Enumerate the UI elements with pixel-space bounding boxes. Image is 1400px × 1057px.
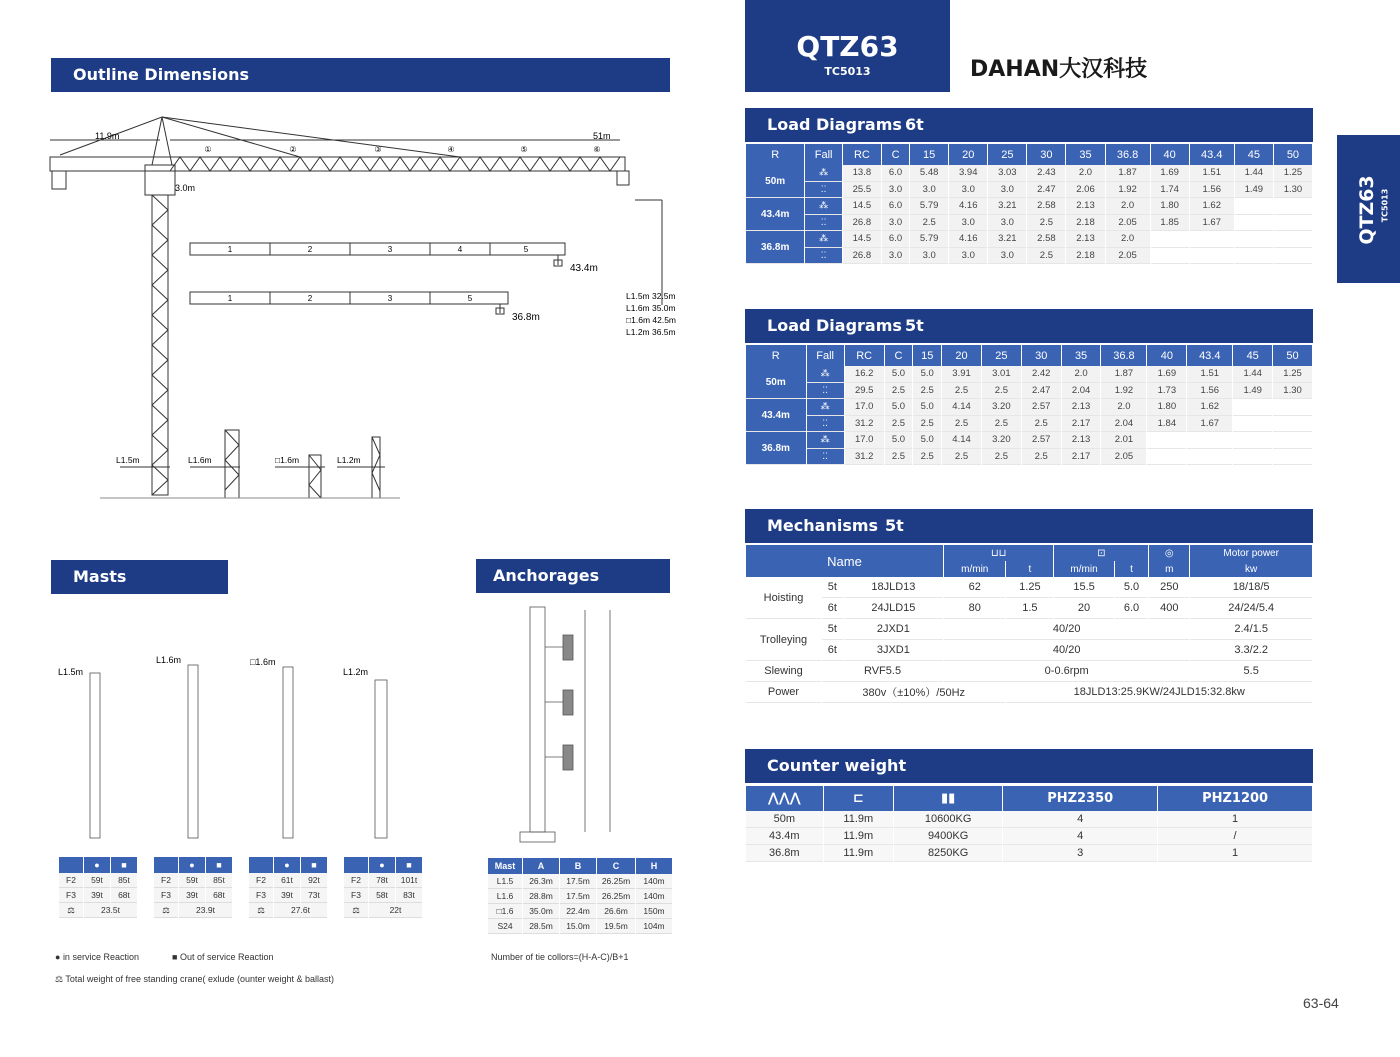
load-cell — [1147, 432, 1186, 449]
load-header: Fall — [805, 144, 842, 165]
jib-length-cell: 36.8m — [746, 432, 806, 465]
anchorage-table: Mast A B C H L1.5 26.3m 17.5m 26.25m 140m L1.6 28.8m 17.5m 26.25m 140m □1.6 35.0m 22.4m 26.6m 150m S24 28.5m 15.0m 19.5m 104m — [487, 858, 673, 934]
load-header: 30 — [1022, 345, 1061, 366]
load-cell: 2.01 — [1101, 432, 1146, 449]
load-header: 45 — [1233, 345, 1272, 366]
load-cell: 5.0 — [913, 432, 941, 449]
trolley-icon: ⊡ — [1054, 545, 1148, 561]
load-header: R — [746, 345, 806, 366]
load-cell: 1.25 — [1273, 366, 1312, 383]
circle-1: ① — [204, 145, 212, 154]
load-cell: 1.67 — [1190, 215, 1234, 232]
load-cell: 1.80 — [1147, 399, 1186, 416]
load-header: Fall — [807, 345, 844, 366]
load-cell: 2.5 — [913, 416, 941, 433]
load-cell: 2.5 — [885, 416, 913, 433]
load-cell: 2.57 — [1022, 432, 1061, 449]
load-cell: 1.62 — [1190, 198, 1234, 215]
jib-length-cell: 36.8m — [746, 231, 804, 264]
mech-table: Name ⊔⊔ ⊡ ◎ Motor power m/min t m/min t m kw Hoisting 5t 18JLD13 62 1.25 15.5 5.0 250 18/18/5 6t 24JLD15 80 1.5 20 6.0 400 24/24/5.4 Trolleying 5t 2JXD1 40/20 2.4/1.5 6t 3JXD1 40/20 3.3/2.2 Slewing RVF5.5 0-0.6rpm 5.5 Power 380v（±10%）/50Hz 18JLD13:25.9KW/24JLD15:32.8kw — [745, 545, 1313, 703]
load-cell: 29.5 — [845, 383, 884, 400]
load-cell: 2.5 — [910, 215, 948, 232]
height-note-4: L1.2m 36.5m — [626, 327, 676, 337]
mast-table-1: ● ■ F2 59t 85t F3 39t 68t ⚖ 23.5t — [58, 857, 138, 918]
load-cell: 2.0 — [1106, 231, 1150, 248]
load-cell: 1.69 — [1151, 165, 1189, 182]
jib2-seg-4: 5 — [467, 294, 473, 303]
load-header: 36.8 — [1106, 144, 1150, 165]
circle-3: ③ — [374, 145, 382, 154]
load-cell: 3.21 — [988, 231, 1026, 248]
load-cell — [1233, 449, 1272, 466]
load-cell: 3.0 — [882, 248, 909, 265]
load-cell — [1274, 231, 1312, 248]
load-cell: 2.5 — [885, 383, 913, 400]
load-cell — [1235, 248, 1273, 265]
load-cell: 3.0 — [988, 248, 1026, 265]
load-cell: 2.18 — [1066, 248, 1104, 265]
load-header: RC — [845, 345, 884, 366]
load-cell — [1273, 432, 1312, 449]
jib-length-cell: 50m — [746, 165, 804, 198]
load-cell: 17.0 — [845, 432, 884, 449]
load-header: R — [746, 144, 804, 165]
load-cell — [1235, 215, 1273, 232]
weight-icon: ⚖ — [154, 903, 178, 918]
legend-total-weight: ⚖ Total weight of free standing crane( exlude (ounter weight & ballast) — [55, 974, 335, 984]
load-cell: 1.30 — [1274, 182, 1312, 199]
load-cell — [1274, 215, 1312, 232]
circle-2: ② — [289, 145, 297, 154]
load-cell: 2.5 — [885, 449, 913, 466]
legend-out-service: ■ Out of service Reaction — [172, 952, 274, 962]
circle-4: ④ — [447, 145, 455, 154]
fall-icon: ⁚⁚ — [807, 449, 844, 466]
load-cell: 2.57 — [1022, 399, 1061, 416]
side-tab-title: QTZ63 — [1356, 175, 1378, 245]
load-cell — [1273, 416, 1312, 433]
masts-drawing — [55, 655, 435, 850]
load-cell: 2.13 — [1062, 399, 1101, 416]
load-cell: 5.79 — [910, 198, 948, 215]
load-cell: 5.0 — [913, 399, 941, 416]
load-cell: 2.58 — [1027, 198, 1065, 215]
load-header: 35 — [1062, 345, 1101, 366]
load-cell — [1233, 432, 1272, 449]
load-cell — [1190, 248, 1234, 265]
jib-length-cell: 43.4m — [746, 399, 806, 432]
load-cell: 5.0 — [885, 366, 913, 383]
load-cell: 1.92 — [1101, 383, 1146, 400]
load-cell: 1.87 — [1101, 366, 1146, 383]
mast-top-label-1: L1.5m — [58, 667, 84, 677]
load-cell: 2.47 — [1027, 182, 1065, 199]
load-cell: 3.0 — [949, 182, 987, 199]
load-cell: 1.73 — [1147, 383, 1186, 400]
fall-icon: ⁚⁚ — [805, 182, 842, 199]
load-cell: 2.5 — [942, 383, 981, 400]
load-cell: 1.92 — [1106, 182, 1150, 199]
load-cell: 2.18 — [1066, 215, 1104, 232]
load-cell — [1147, 449, 1186, 466]
load-cell: 1.49 — [1235, 182, 1273, 199]
circle-5: ⑤ — [520, 145, 528, 154]
load-header: 20 — [949, 144, 987, 165]
load-cell: 6.0 — [882, 165, 909, 182]
fall-icon: ⁚⁚ — [805, 248, 842, 265]
weight-icon: ⚖ — [249, 903, 273, 918]
load-cell — [1233, 399, 1272, 416]
load-cell — [1235, 231, 1273, 248]
load-header: 50 — [1273, 345, 1312, 366]
load-header: 36.8 — [1101, 345, 1146, 366]
outline-title: Outline Dimensions — [73, 65, 250, 84]
load-header: 40 — [1151, 144, 1189, 165]
load-cell: 1.87 — [1106, 165, 1150, 182]
load-cell: 3.03 — [988, 165, 1026, 182]
load-cell: 2.43 — [1027, 165, 1065, 182]
load-cell: 2.58 — [1027, 231, 1065, 248]
load-cell: 1.62 — [1187, 399, 1232, 416]
load-header: 35 — [1066, 144, 1104, 165]
load-header: 25 — [982, 345, 1021, 366]
load-cell: 2.0 — [1101, 399, 1146, 416]
load-cell: 25.5 — [843, 182, 881, 199]
load-cell: 2.5 — [1027, 215, 1065, 232]
load-cell: 2.5 — [942, 449, 981, 466]
load-cell: 1.56 — [1190, 182, 1234, 199]
load-cell: 2.5 — [982, 416, 1021, 433]
mech-header: Mechanisms 5t — [745, 509, 1313, 543]
load-cell: 1.74 — [1151, 182, 1189, 199]
load-cell: 1.67 — [1187, 416, 1232, 433]
load-cell: 3.0 — [949, 248, 987, 265]
mast-table-2: ● ■ F2 59t 85t F3 39t 68t ⚖ 23.9t — [153, 857, 233, 918]
load-cell: 17.0 — [845, 399, 884, 416]
outline-header — [51, 58, 670, 92]
cw-table: ⋀⋀⋀ ⊏ ▮▮ PHZ2350 PHZ1200 50m 11.9m 10600KG 4 1 43.4m 11.9m 9400KG 4 / 36.8m 11.9m 8250KG 3 1 — [745, 786, 1313, 862]
jib-length-cell: 43.4m — [746, 198, 804, 231]
mast-label-2: L1.6m — [188, 455, 212, 465]
load-header: 50 — [1274, 144, 1312, 165]
anchorage-drawing — [515, 605, 625, 847]
load-cell: 2.05 — [1101, 449, 1146, 466]
load-cell: 1.44 — [1233, 366, 1272, 383]
load-cell: 6.0 — [882, 231, 909, 248]
load6-table — [745, 144, 1313, 264]
load-cell — [1151, 231, 1189, 248]
load-cell: 1.51 — [1187, 366, 1232, 383]
load-cell: 14.5 — [843, 198, 881, 215]
mast-label-1: L1.5m — [116, 455, 140, 465]
load-cell: 3.0 — [882, 182, 909, 199]
fall-icon: ⁚⁚ — [807, 416, 844, 433]
mast-top-label-2: L1.6m — [156, 655, 182, 665]
load-cell: 13.8 — [843, 165, 881, 182]
hoist-icon: ⊔⊔ — [944, 545, 1053, 561]
model-badge — [745, 0, 950, 92]
height-note-1: L1.5m 32.5m — [626, 291, 676, 301]
drum-icon: ◎ — [1149, 545, 1189, 561]
load-cell: 3.20 — [982, 432, 1021, 449]
load-cell: 3.01 — [982, 366, 1021, 383]
load-cell: 3.0 — [988, 215, 1026, 232]
masts-title: Masts — [73, 567, 127, 586]
jib1-seg-5: 5 — [523, 245, 529, 254]
load-cell: 2.17 — [1062, 416, 1101, 433]
weight-icon: ⚖ — [344, 903, 368, 918]
load-header: 45 — [1235, 144, 1273, 165]
load-cell: 1.49 — [1233, 383, 1272, 400]
weight-block-icon: ▮▮ — [894, 786, 1002, 811]
load-cell — [1151, 248, 1189, 265]
fall-icon: ⁂ — [807, 432, 844, 449]
load-cell: 2.04 — [1062, 383, 1101, 400]
jib2-seg-1: 1 — [227, 294, 233, 303]
load-cell: 3.0 — [910, 182, 948, 199]
fall-icon: ⁂ — [805, 165, 842, 182]
load-cell: 14.5 — [843, 231, 881, 248]
load-header: RC — [843, 144, 881, 165]
fall-icon: ⁂ — [805, 198, 842, 215]
load-cell: 26.8 — [843, 248, 881, 265]
tip-height-label: 3.0m — [175, 183, 196, 193]
load-cell: 4.16 — [949, 231, 987, 248]
load-cell: 5.48 — [910, 165, 948, 182]
load-cell — [1190, 231, 1234, 248]
fall-icon: ⁚⁚ — [805, 215, 842, 232]
load-cell — [1274, 248, 1312, 265]
load-cell: 2.5 — [942, 416, 981, 433]
jib-length-43: 43.4m — [570, 263, 598, 274]
load-cell: 1.51 — [1190, 165, 1234, 182]
load-cell: 2.13 — [1066, 231, 1104, 248]
load-cell — [1187, 432, 1232, 449]
mast-table-3: ● ■ F2 61t 92t F3 39t 73t ⚖ 27.6t — [248, 857, 328, 918]
load-header: 40 — [1147, 345, 1186, 366]
fall-icon: ⁂ — [805, 231, 842, 248]
load-cell: 1.84 — [1147, 416, 1186, 433]
jib-left-label: 11.9m — [95, 131, 120, 141]
jib1-seg-2: 2 — [307, 245, 313, 254]
load-cell: 31.2 — [845, 449, 884, 466]
mast-label-3: □1.6m — [275, 455, 300, 465]
jib-length-36: 36.8m — [512, 312, 540, 323]
load-cell: 2.0 — [1066, 165, 1104, 182]
load-cell: 2.5 — [913, 449, 941, 466]
load-cell: 4.16 — [949, 198, 987, 215]
load-cell: 2.05 — [1106, 248, 1150, 265]
load-cell: 5.0 — [885, 399, 913, 416]
legend-in-service: ● in service Reaction — [55, 952, 139, 962]
height-note-3: □1.6m 42.5m — [626, 315, 677, 325]
model-title: QTZ63 — [796, 30, 899, 63]
load-header: C — [885, 345, 913, 366]
load-cell: 1.56 — [1187, 383, 1232, 400]
fall-icon: ⁂ — [807, 366, 844, 383]
load-cell: 2.06 — [1066, 182, 1104, 199]
load-cell: 4.14 — [942, 399, 981, 416]
load-cell — [1187, 449, 1232, 466]
load-header: C — [882, 144, 909, 165]
side-tab-sub: TC5013 — [1380, 188, 1390, 223]
load-cell: 2.42 — [1022, 366, 1061, 383]
mast-table-4: ● ■ F2 78t 101t F3 58t 83t ⚖ 22t — [343, 857, 423, 918]
page-number: 63-64 — [1303, 995, 1339, 1011]
mast-label-4: L1.2m — [337, 455, 361, 465]
load-cell: 2.5 — [982, 383, 1021, 400]
fall-icon: ⁚⁚ — [807, 383, 844, 400]
load-header: 43.4 — [1187, 345, 1232, 366]
load-cell: 3.91 — [942, 366, 981, 383]
masts-header — [51, 560, 228, 594]
load6-header: Load Diagrams 6t — [745, 108, 1313, 142]
anchorage-note: Number of tie collors=(H-A-C)/B+1 — [491, 952, 629, 962]
load-cell: 2.47 — [1022, 383, 1061, 400]
load-cell: 5.0 — [913, 366, 941, 383]
load-cell: 1.30 — [1273, 383, 1312, 400]
load-header: 43.4 — [1190, 144, 1234, 165]
load-cell: 31.2 — [845, 416, 884, 433]
load5-header: Load Diagrams 5t — [745, 309, 1313, 343]
load-header: 15 — [913, 345, 941, 366]
side-tab — [1337, 135, 1400, 283]
load-cell — [1233, 416, 1272, 433]
anchorages-header — [476, 559, 670, 593]
anchorages-title: Anchorages — [493, 566, 600, 585]
load-cell: 2.5 — [982, 449, 1021, 466]
jib2-seg-3: 3 — [387, 294, 393, 303]
load-header: 20 — [942, 345, 981, 366]
jib1-seg-4: 4 — [457, 245, 463, 254]
crane-drawing — [40, 105, 690, 505]
load-cell: 16.2 — [845, 366, 884, 383]
load-cell: 3.0 — [988, 182, 1026, 199]
load-cell: 3.0 — [949, 215, 987, 232]
load-cell: 2.13 — [1062, 432, 1101, 449]
load-cell — [1273, 449, 1312, 466]
load-cell: 5.0 — [885, 432, 913, 449]
brand-logo: DAHAN大汉科技 — [970, 57, 1148, 82]
load-cell: 3.0 — [882, 215, 909, 232]
jib1-seg-3: 3 — [387, 245, 393, 254]
fall-icon: ⁂ — [807, 399, 844, 416]
load-cell: 2.05 — [1106, 215, 1150, 232]
load-cell: 2.0 — [1062, 366, 1101, 383]
mast-top-label-4: L1.2m — [343, 667, 369, 677]
load-cell: 3.20 — [982, 399, 1021, 416]
load-cell: 3.0 — [910, 248, 948, 265]
load-header: 30 — [1027, 144, 1065, 165]
weight-icon: ⚖ — [59, 903, 83, 918]
load-cell: 26.8 — [843, 215, 881, 232]
load-header: 15 — [910, 144, 948, 165]
load-cell: 3.21 — [988, 198, 1026, 215]
load-header: 25 — [988, 144, 1026, 165]
load-cell: 2.0 — [1106, 198, 1150, 215]
load-cell: 1.80 — [1151, 198, 1189, 215]
load-cell — [1274, 198, 1312, 215]
jib2-seg-2: 2 — [307, 294, 313, 303]
load-cell — [1273, 399, 1312, 416]
load-cell: 3.94 — [949, 165, 987, 182]
mast-top-label-3: □1.6m — [250, 657, 276, 667]
height-note-2: L1.6m 35.0m — [626, 303, 676, 313]
load5-table — [745, 345, 1313, 465]
counter-jib-icon: ⊏ — [824, 786, 893, 811]
jib-right-label: 51m — [593, 131, 611, 141]
jib-icon: ⋀⋀⋀ — [746, 786, 823, 811]
load-cell: 2.17 — [1062, 449, 1101, 466]
jib-length-cell: 50m — [746, 366, 806, 399]
load-cell: 2.5 — [1022, 416, 1061, 433]
load-cell: 1.69 — [1147, 366, 1186, 383]
load-cell: 5.79 — [910, 231, 948, 248]
load-cell: 1.25 — [1274, 165, 1312, 182]
jib1-seg-1: 1 — [227, 245, 233, 254]
load-cell: 4.14 — [942, 432, 981, 449]
circle-6: ⑥ — [593, 145, 601, 154]
load-cell — [1235, 198, 1273, 215]
load-cell: 1.85 — [1151, 215, 1189, 232]
cw-header: Counter weight — [745, 749, 1313, 783]
load-cell: 2.04 — [1101, 416, 1146, 433]
load-cell: 2.5 — [1027, 248, 1065, 265]
load-cell: 2.13 — [1066, 198, 1104, 215]
load-cell: 2.5 — [1022, 449, 1061, 466]
load-cell: 2.5 — [913, 383, 941, 400]
load-cell: 6.0 — [882, 198, 909, 215]
model-subtitle: TC5013 — [824, 65, 871, 78]
load-cell: 1.44 — [1235, 165, 1273, 182]
